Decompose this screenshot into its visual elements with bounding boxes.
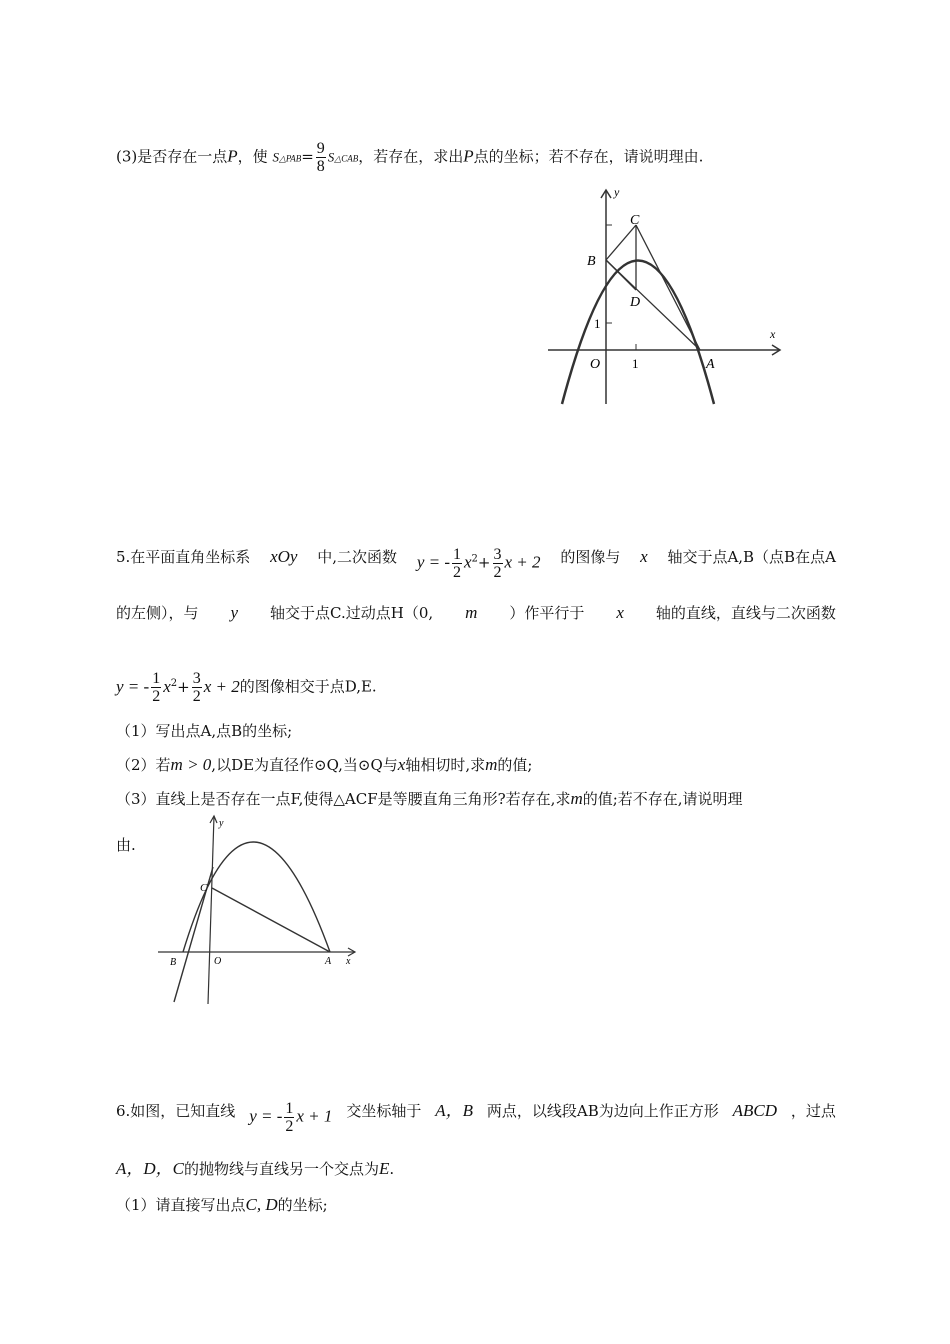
p6-line1 — [116, 1100, 836, 1135]
label-a: A — [325, 956, 332, 967]
p5-line1-d: 轴交于点A,B（点B在点A — [667, 548, 836, 566]
p5-line2-b: 轴交于点C.过动点H（0, — [270, 604, 434, 622]
p5-q2: （2）若m > 0,以DE为直径作⊙Q,当⊙Q与x轴相切时,求m的值; — [116, 755, 533, 774]
q3-tail-a: ，若存在，求出 — [358, 147, 464, 166]
p5-line2-a: 的左侧），与 — [116, 604, 199, 622]
p5-line2-d: 轴的直线，直线与二次函数 — [655, 604, 836, 622]
p6-line1-d: ，过点 — [790, 1102, 836, 1120]
q3-tail-b: 点的坐标；若不存在，请说明理由. — [473, 147, 704, 166]
p5-line1-a: 5.在平面直角坐标系 — [116, 548, 251, 566]
p6-line2-b: 的抛物线与直线另一个交点为 — [184, 1160, 380, 1178]
p6-q1: （1）请直接写出点C, D的坐标; — [116, 1195, 328, 1214]
label-d: D — [630, 295, 641, 310]
s-cab-sub: △CAB — [334, 153, 359, 164]
s-cab: S — [327, 149, 335, 165]
figure-parabola-abc — [540, 182, 790, 407]
q3-p: P — [227, 146, 238, 166]
p5-line1-c: 的图像与 — [560, 548, 621, 566]
p6-formula: y = - $\frac{1}{2}$ x + 1 — [249, 1100, 333, 1135]
p5-q1: （1）写出点A,点B的坐标; — [116, 722, 293, 740]
p5-q3-cont: 由. — [116, 836, 136, 854]
label-one-y: 1 — [594, 316, 601, 331]
label-y: y — [219, 818, 224, 829]
p5-q3: （3）直线上是否存在一点F,使得△ACF是等腰直角三角形?若存在,求m的值;若不存在,请说明理 — [116, 789, 743, 808]
p6-line2-c: . — [389, 1160, 395, 1178]
p6-line1-a: 6.如图，已知直线 — [116, 1102, 236, 1120]
label-x: x — [346, 956, 351, 967]
p5-formula-1: y = - $\frac{1}{2}$ $x^2+$ $\frac{3}{2}$ x + 2 — [416, 546, 541, 581]
s-pab-sub: △PAB — [278, 153, 302, 164]
p5-m: m — [465, 603, 478, 622]
p6-abcd: ABCD — [732, 1101, 778, 1120]
label-o: O — [590, 357, 601, 372]
p5-x: x — [640, 547, 648, 566]
p6-line1-c: 两点，以线段AB为边向上作正方形 — [486, 1102, 719, 1120]
p5-x2: x — [616, 603, 624, 622]
p5-line2-c: ）作平行于 — [509, 604, 585, 622]
q3-line — [116, 140, 703, 175]
p6-adc: A，D，C — [116, 1159, 184, 1178]
label-c: C — [200, 882, 208, 894]
p5-line1-b: 中,二次函数 — [317, 548, 398, 566]
p6-line1-b: 交坐标轴于 — [346, 1102, 422, 1120]
label-o: O — [214, 956, 222, 967]
label-b: B — [587, 254, 596, 269]
s-pab: S — [272, 149, 279, 165]
p5-formula-2: y = - $\frac{1}{2}$ $x^2+$ $\frac{3}{2}$ x + 2 — [116, 670, 240, 705]
q3-lead: (3)是否存在一点 — [116, 147, 228, 166]
segment-bc — [606, 225, 636, 260]
p6-ab: A，B — [435, 1101, 473, 1120]
p6-line2 — [116, 1158, 394, 1180]
coef-fraction: $\frac{9}{8}$ — [316, 140, 325, 175]
label-a: A — [706, 357, 715, 372]
label-y: y — [614, 185, 620, 199]
q3-comma: ，使 — [237, 147, 268, 166]
p5-y: y — [230, 603, 239, 622]
p5-line3 — [116, 670, 377, 705]
p5-line3-tail: 的图像相交于点D,E. — [239, 677, 377, 696]
label-x: x — [770, 327, 776, 341]
p5-line1 — [116, 546, 836, 581]
segment-bd — [606, 260, 636, 290]
q3-p2: P — [463, 146, 474, 166]
label-one-x: 1 — [632, 356, 639, 371]
p5-xoy: xOy — [270, 547, 298, 566]
segment-ca — [212, 888, 330, 952]
p6-e: E — [379, 1159, 390, 1178]
y-axis — [208, 816, 214, 1004]
eq-sign: = — [301, 147, 314, 166]
label-c: C — [630, 213, 640, 228]
p5-line2 — [116, 602, 836, 624]
label-b: B — [170, 957, 177, 968]
figure-parabola-acb — [150, 812, 365, 1007]
segment-ca — [636, 225, 700, 350]
